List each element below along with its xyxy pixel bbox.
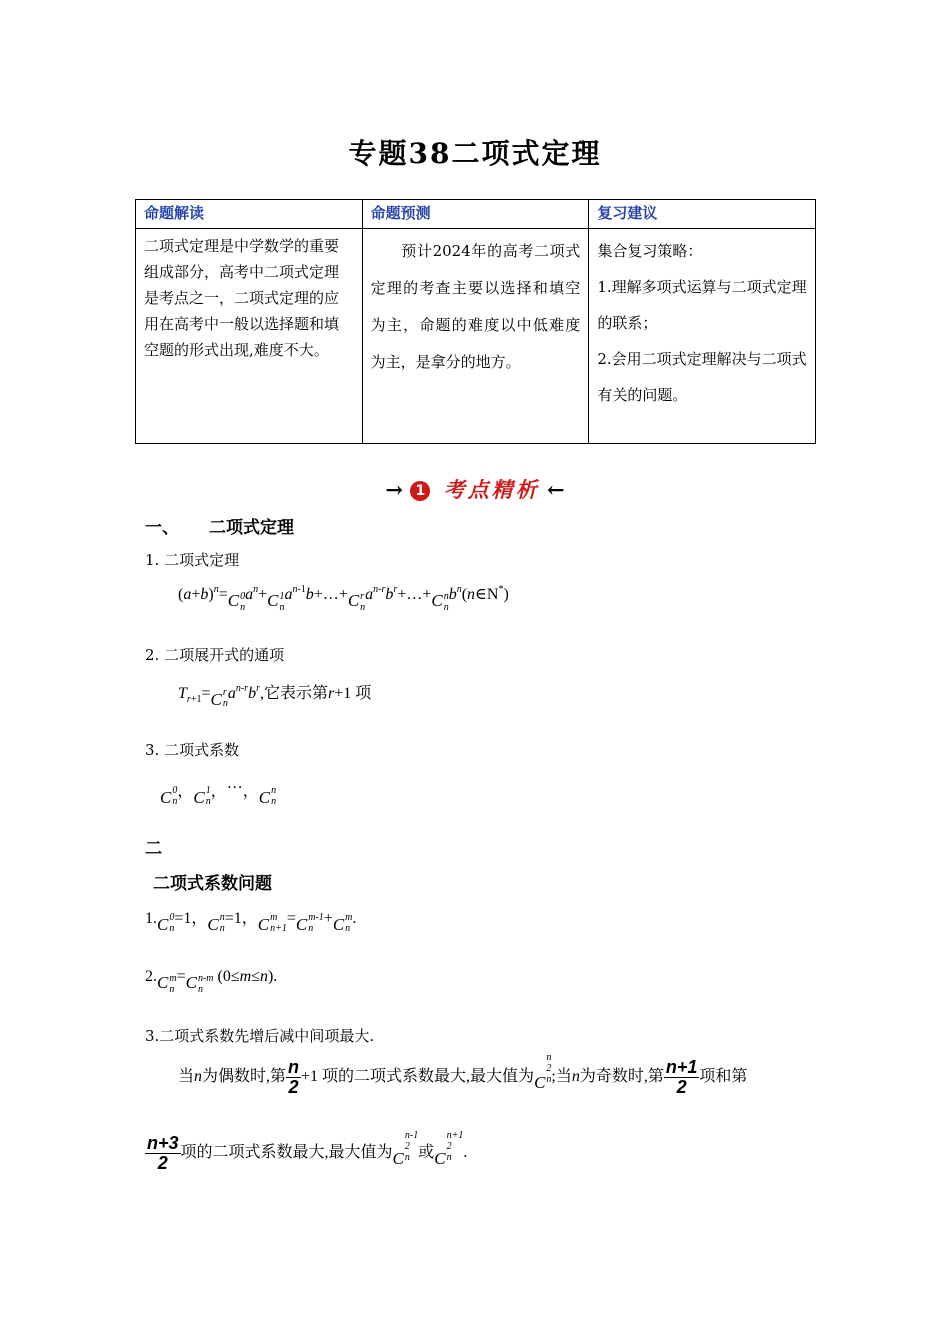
- last-text-a: 项的二项式系数最大,最大值为: [180, 1144, 393, 1162]
- table-cell-review: [589, 229, 816, 444]
- arrow-right-icon: →: [385, 477, 404, 502]
- table-header-review: 复习建议: [589, 200, 816, 229]
- prediction-text: 预计2024年的高考二项式定理的考查主要以选择和填空为主，命题的难度以中低难度为主，是拿分的地方。: [370, 242, 581, 371]
- binomial-formula: $(a+b)^n=C0$ $na^n+C1$ $na^{n-1}b+\dots+Cr$ $na^{n-r}b^r+\dots+Cn$ $nb^n(n\in N^*)$: [178, 584, 509, 613]
- property-1: 1.C0 n=1，Cn n=1，Cm n+1=Cm-1 n+Cm n.: [145, 910, 357, 934]
- or-text: 或: [418, 1144, 435, 1162]
- table-header-interpretation: 命题解读: [136, 200, 363, 229]
- property-3: 3.二项式系数先增后减中间项最大.: [145, 1027, 375, 1045]
- max-coefficient-line-2: $\frac{n+3}{2}$ 项的二项式系数最大,最大值为Cn-1 2 n 或Cn+1 2 n .: [147, 1130, 468, 1173]
- item-binomial-theorem: 1. 二项式定理: [145, 551, 240, 569]
- section-2-number: 二: [145, 839, 162, 859]
- general-term-tail: +1 项: [334, 685, 372, 702]
- page-title: 专题38二项式定理: [348, 137, 602, 170]
- review-intro: 集合复习策略：: [597, 242, 703, 260]
- n-var: n: [571, 1068, 580, 1086]
- fraction-n-over-2: $\frac{n}{2}$: [288, 1057, 300, 1097]
- even-text-b: 为偶数时,第: [202, 1068, 287, 1086]
- coefficients-list: C0 n，C1 n，…，Cn n: [160, 775, 277, 807]
- section-2-title: 二项式系数问题: [153, 874, 272, 894]
- section-1-number: 一、: [145, 518, 179, 538]
- fraction-n-plus-1-over-2: $\frac{n+1}{2}$: [665, 1057, 698, 1097]
- table-cell-interpretation: 二项式定理是中学数学的重要组成部分，高考中二项式定理是考点之一，二项式定理的应用在高考中一般以选择题和填空题的形式出现,难度不大。: [136, 229, 363, 444]
- end-period: .: [463, 1144, 468, 1162]
- review-item-2: 2.会用二项式定理解决与二项式有关的问题。: [597, 350, 807, 404]
- max-coefficient-line-1: 当n为偶数时,第 $\frac{n}{2}$ +1 项的二项式系数最大,最大值为Cn 2 n;当n为奇数时,第 $\frac{n+1}{2}$ 项和第: [178, 1052, 748, 1097]
- odd-text-b: 为奇数时,第: [579, 1068, 664, 1086]
- banner-text: 考点精析: [443, 477, 540, 502]
- odd-text-c: 项和第: [699, 1068, 748, 1086]
- review-item-1: 1.理解多项式运算与二项式定理的联系；: [597, 278, 807, 332]
- n-var: n: [194, 1068, 203, 1086]
- property-2: 2.Cm n=Cn-m n (0≤m≤n).: [145, 968, 278, 995]
- table-cell-prediction: [362, 229, 589, 444]
- even-text-c: +1 项的二项式系数最大,最大值为: [301, 1068, 535, 1086]
- general-term-formula: $T_{r+1}=Cr$ $na^{n-r}b^r$,它表示第r+1 项: [178, 683, 372, 709]
- general-term-note: ,它表示第: [259, 685, 328, 702]
- odd-text-a: ;当: [551, 1068, 572, 1086]
- section-1-title: 二项式定理: [209, 518, 294, 538]
- arrow-left-icon: ←: [546, 477, 565, 502]
- general-term-r: r: [328, 685, 335, 702]
- even-text-a: 当: [178, 1068, 195, 1086]
- section-banner: [0, 474, 950, 504]
- table-header-prediction: 命题预测: [362, 200, 589, 229]
- item-coefficients: 3. 二项式系数: [145, 741, 240, 759]
- fraction-n-plus-3-over-2: $\frac{n+3}{2}$: [147, 1133, 179, 1173]
- section-1-heading: [145, 513, 294, 538]
- number-badge: 1: [410, 481, 430, 501]
- item-general-term: 2. 二项展开式的通项: [145, 646, 285, 664]
- summary-table: [135, 199, 816, 444]
